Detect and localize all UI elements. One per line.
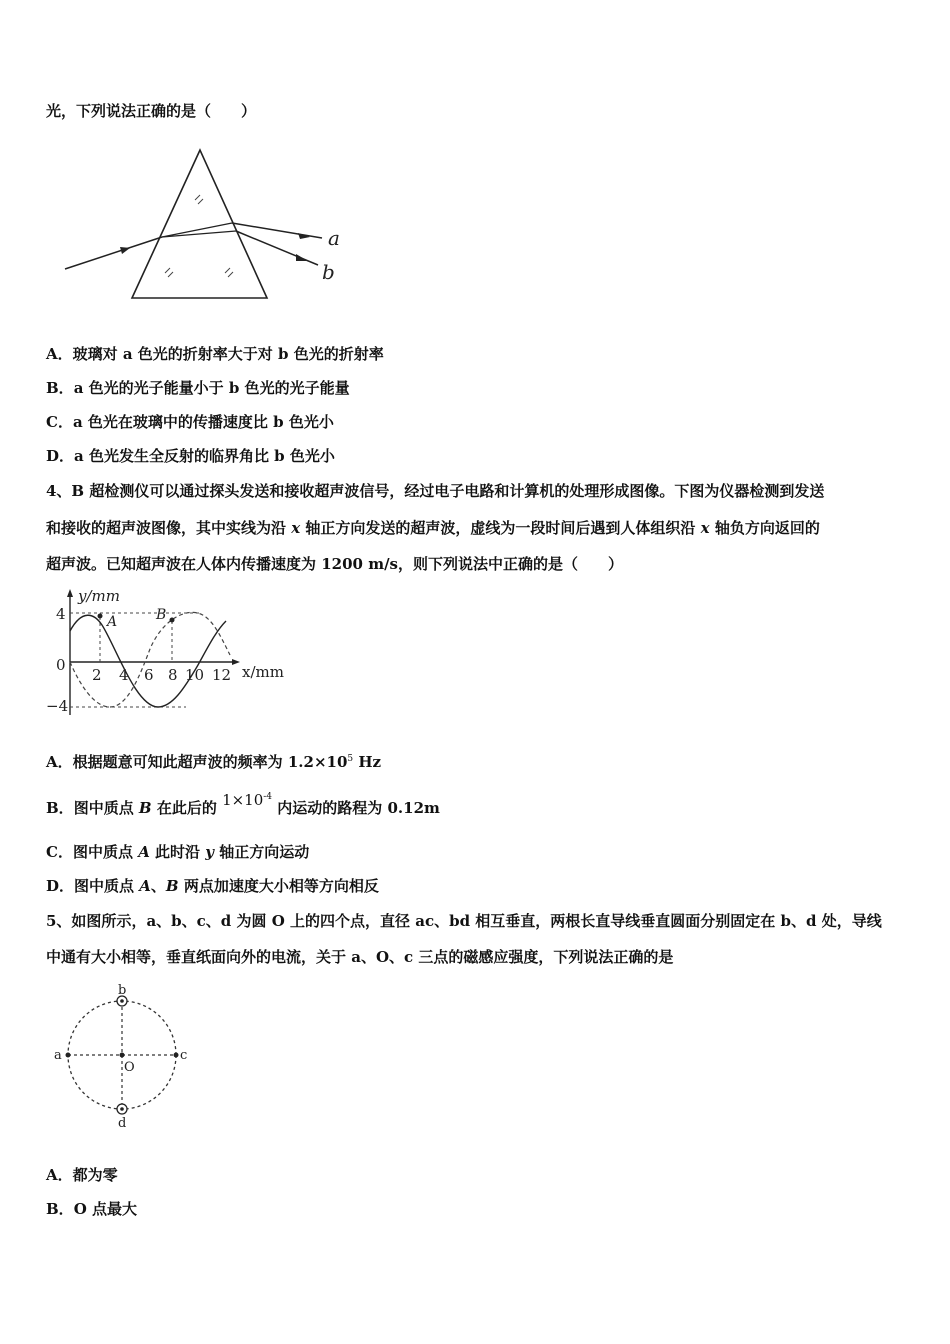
var-y: y [205, 843, 214, 861]
math-expression [222, 791, 272, 809]
text: 轴正方向发送的超声波，虚线为一段时间后遇到人体组织沿 [300, 519, 701, 537]
y-tick-4: 4 [56, 605, 66, 623]
var-a: A [138, 843, 150, 861]
q4-stem-line1: 4、B 超检测仪可以通过探头发送和接收超声波信号，经过电子电路和计算机的处理形成图像。下图为仪器检测到发送 [46, 482, 825, 500]
exponent: 5 [347, 754, 354, 764]
option-text: 根据题意可知此超声波的频率为 1.2×10 [72, 753, 348, 771]
option-key: C． [46, 843, 73, 861]
option-key: C． [46, 413, 73, 431]
point-c-dot [174, 1053, 179, 1058]
option-text: a 色光发生全反射的临界角比 b 色光小 [74, 447, 335, 465]
option-text: 都为零 [72, 1166, 118, 1184]
q5-stem-line1: 5、如图所示，a、b、c、d 为圆 O 上的四个点，直径 ac、bd 相互垂直，两根长直导线垂直圆面分别固定在 b、d 处，导线 [46, 912, 882, 930]
option-text: a 色光在玻璃中的传播速度比 b 色光小 [72, 413, 334, 431]
q4-stem-line2 [46, 518, 820, 538]
label-a: a [328, 226, 340, 250]
option-text: 轴正方向运动 [214, 843, 310, 861]
text: 轴负方向返回的 [709, 519, 820, 537]
q4-stem-line3: 超声波。已知超声波在人体内传播速度为 1200 m/s，则下列说法中正确的是（ ） [46, 555, 623, 573]
point-b-label: B [156, 607, 167, 623]
option-key: B． [46, 799, 74, 817]
text: 和接收的超声波图像，其中实线为沿 [46, 519, 292, 537]
var-b: B [165, 877, 179, 895]
option-text: 、 [150, 877, 166, 895]
option-key: D． [46, 447, 75, 465]
option-key: A． [46, 1166, 73, 1184]
option-text: O 点最大 [73, 1200, 137, 1218]
option-key: B． [46, 1200, 74, 1218]
option-text: Hz [353, 753, 382, 771]
exponent: -4 [263, 792, 273, 802]
y-tick-neg4: −4 [46, 697, 69, 715]
x-tick-10: 10 [185, 666, 205, 684]
q5-stem-line2: 中通有大小相等，垂直纸面向外的电流，关于 a、O、c 三点的磁感应强度，下列说法正确的是 [46, 948, 674, 966]
option-text: 此时沿 [149, 843, 206, 861]
solid-wave [70, 615, 226, 707]
point-a-label: A [107, 614, 118, 630]
var-x: x [700, 519, 710, 537]
q3-stem: 光，下列说法正确的是（ ） [46, 102, 257, 120]
circle-figure [50, 985, 200, 1130]
option-text: 图中质点 [72, 843, 139, 861]
option-text: 玻璃对 a 色光的折射率大于对 b 色光的折射率 [72, 345, 384, 363]
option-key: A． [46, 753, 73, 771]
label-o: O [124, 1060, 135, 1075]
option-text: 图中质点 [74, 877, 140, 895]
q5-option-a [46, 1165, 118, 1185]
q3-option-d [46, 446, 335, 466]
prism-triangle [132, 150, 267, 298]
dashed-wave [70, 612, 230, 707]
y-tick-0: 0 [56, 656, 66, 674]
math-base: 1×10 [222, 791, 264, 809]
x-tick-4: 4 [119, 666, 129, 684]
option-text: 两点加速度大小相等方向相反 [178, 877, 379, 895]
q3-option-b [46, 378, 350, 398]
point-a-dot [66, 1053, 71, 1058]
prism-figure [60, 145, 360, 305]
x-tick-6: 6 [144, 666, 154, 684]
x-axis-label: x/mm [242, 663, 284, 681]
x-tick-12: 12 [212, 666, 232, 684]
y-axis-label: y/mm [78, 587, 120, 605]
option-key: A． [46, 345, 73, 363]
point-o-dot [120, 1053, 125, 1058]
q4-option-d [46, 876, 379, 896]
var-b: B [138, 799, 152, 817]
x-tick-8: 8 [168, 666, 178, 684]
option-text: 内运动的路程为 0.12m [272, 799, 440, 817]
label-b: b [118, 983, 127, 998]
var-a: A [139, 877, 151, 895]
wave-graph [40, 585, 300, 720]
option-key: B． [46, 379, 74, 397]
q3-option-a [46, 344, 384, 364]
label-b: b [322, 260, 335, 284]
option-text: 在此后的 [151, 799, 223, 817]
x-tick-2: 2 [92, 666, 102, 684]
option-key: D． [46, 877, 75, 895]
point-a [98, 614, 103, 619]
q3-option-c [46, 412, 334, 432]
q4-option-c [46, 842, 309, 862]
q4-option-a [46, 749, 381, 772]
label-a: a [54, 1048, 62, 1063]
q5-option-b [46, 1199, 137, 1219]
label-c: c [180, 1048, 188, 1063]
point-b [170, 618, 175, 623]
var-x: x [291, 519, 301, 537]
option-text: 图中质点 [73, 799, 139, 817]
label-d: d [118, 1116, 127, 1131]
q4-option-b [46, 791, 440, 818]
option-text: a 色光的光子能量小于 b 色光的光子能量 [73, 379, 350, 397]
